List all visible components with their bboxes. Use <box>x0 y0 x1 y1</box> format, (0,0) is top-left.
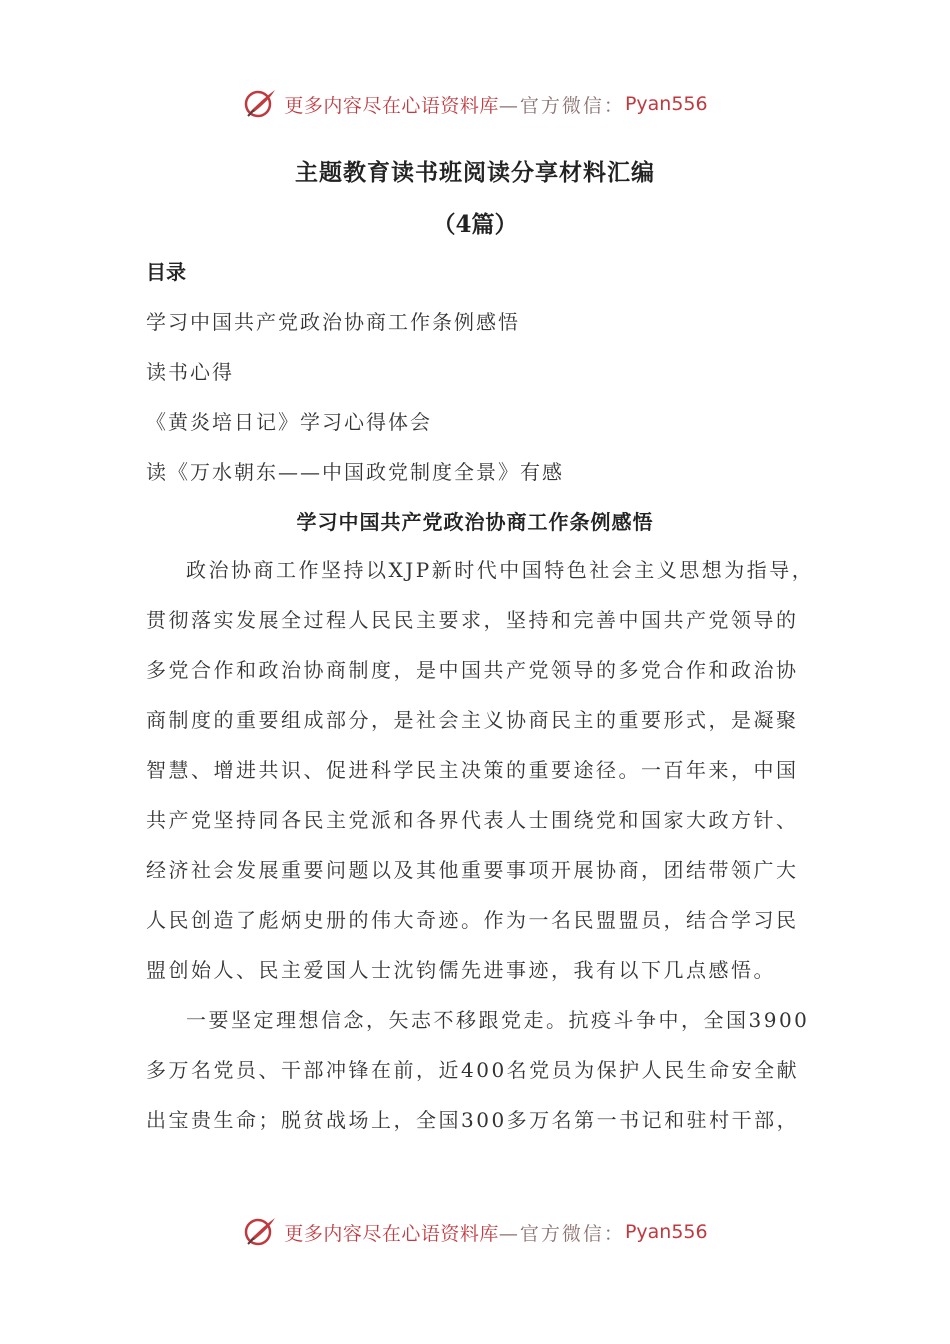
document-title: 主题教育读书班阅读分享材料汇编 <box>295 159 655 186</box>
body-line: 一要坚定理想信念，矢志不移跟党走。抗疫斗争中，全国3900 <box>186 1008 810 1032</box>
toc-heading: 目录 <box>146 260 186 284</box>
body-line: 政治协商工作坚持以XJP新时代中国特色社会主义思想为指导， <box>186 558 815 582</box>
toc-item: 《黄炎培日记》学习心得体会 <box>146 410 432 434</box>
body-line: 多党合作和政治协商制度，是中国共产党领导的多党合作和政治协 <box>146 658 799 682</box>
banner-wechat-id: Pyan556 <box>624 1221 708 1243</box>
body-line: 人民创造了彪炳史册的伟大奇迹。作为一名民盟盟员，结合学习民 <box>146 908 799 932</box>
banner-dash: —官方微信： <box>498 94 625 117</box>
banner-wechat-id: Pyan556 <box>624 93 708 115</box>
body-line: 经济社会发展重要问题以及其他重要事项开展协商，团结带领广大 <box>146 858 799 882</box>
section-title: 学习中国共产党政治协商工作条例感悟 <box>296 510 654 534</box>
body-line: 贯彻落实发展全过程人民民主要求，坚持和完善中国共产党领导的 <box>146 608 799 632</box>
body-line: 商制度的重要组成部分，是社会主义协商民主的重要形式，是凝聚 <box>146 708 799 732</box>
quill-logo-icon <box>242 86 278 122</box>
banner-dash: —官方微信： <box>498 1222 625 1245</box>
quill-logo-icon <box>242 1214 278 1250</box>
banner-slogan: 更多内容尽在心语资料库 <box>284 1222 499 1245</box>
body-line: 盟创始人、民主爱国人士沈钧儒先进事迹，我有以下几点感悟。 <box>146 958 776 982</box>
document-subtitle: （4篇） <box>432 211 518 238</box>
body-line: 多万名党员、干部冲锋在前，近400名党员为保护人民生命安全献 <box>146 1058 800 1082</box>
toc-item: 读《万水朝东——中国政党制度全景》有感 <box>146 460 564 484</box>
banner-slogan: 更多内容尽在心语资料库 <box>284 94 499 117</box>
body-line: 智慧、增进共识、促进科学民主决策的重要途径。一百年来，中国 <box>146 758 799 782</box>
footer-banner <box>0 1212 950 1252</box>
toc-item: 学习中国共产党政治协商工作条例感悟 <box>146 310 520 334</box>
body-line: 出宝贵生命；脱贫战场上，全国300多万名第一书记和驻村干部， <box>146 1108 800 1132</box>
header-banner <box>0 84 950 124</box>
toc-item: 读书心得 <box>146 360 234 384</box>
body-line: 共产党坚持同各民主党派和各界代表人士围绕党和国家大政方针、 <box>146 808 799 832</box>
